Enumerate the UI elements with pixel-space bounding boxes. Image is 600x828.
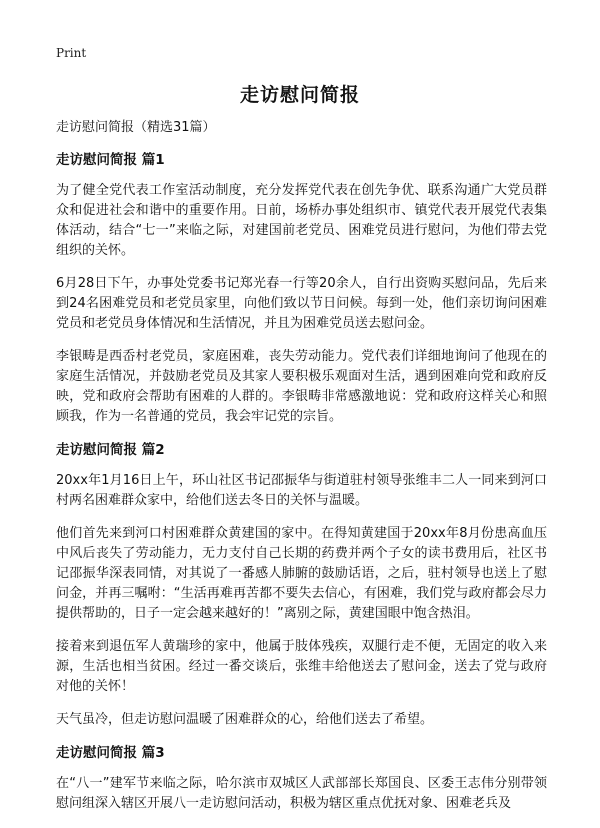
paragraph: 他们首先来到河口村困难群众黄建国的家中。在得知黄建国于20xx年8月份患高血压中风后丧失了劳动能力，无力支付自己长期的药费并两个子女的读书费用后，社区书记邵振华深表同情，对其说了一番感人肺腑的鼓励话语，之后，驻村领导也送上了慰问金，并再三嘱咐：“生活再难再苦都不要失去信心，有困难，我们党与政府都会尽力提供帮助的，日子一定会越来越好的！”离别之际，黄建国眼中饱含热泪。 xyxy=(56,526,547,621)
section-1 xyxy=(56,150,547,427)
paragraph: 接着来到退伍军人黄瑞珍的家中，他属于肢体残疾，双腿行走不便，无固定的收入来源，生活也相当贫困。经过一番交谈后，张维丰给他送去了慰问金，送去了党与政府对他的关怀！ xyxy=(56,639,547,694)
section-3 xyxy=(56,743,547,814)
paragraph: 6月28日下午，办事处党委书记郑光春一行等20余人，自行出资购买慰问品，先后来到24名困难党员和老党员家里，向他们致以节日问候。每到一处，他们亲切询问困难党员和老党员身体情况和生活情况，并且为困难党员送去慰问金。 xyxy=(56,276,547,331)
paragraph: 20xx年1月16日上午，环山社区书记邵振华与街道驻村领导张维丰二人一同来到河口村两名困难群众家中，给他们送去冬日的关怀与温暖。 xyxy=(56,473,547,508)
page-title: 走访慰问简报 xyxy=(239,84,360,106)
article-subtitle: 走访慰问简报（精选31篇） xyxy=(56,120,216,135)
paragraph: 李银畴是西岙村老党员，家庭困难，丧失劳动能力。党代表们详细地询问了他现在的家庭生活情况，并鼓励老党员及其家人要积极乐观面对生活，遇到困难向党和政府反映，党和政府会帮助有困难的人群的。李银畴非常感激地说：党和政府这样关心和照顾我，作为一名普通的党员，我会牢记党的宗旨。 xyxy=(56,349,547,424)
section-heading: 走访慰问简报 篇3 xyxy=(56,745,165,761)
print-link[interactable]: Print xyxy=(56,46,87,60)
section-heading: 走访慰问简报 篇1 xyxy=(56,152,165,168)
paragraph: 天气虽冷，但走访慰问温暖了困难群众的心，给他们送去了希望。 xyxy=(56,712,434,727)
paragraph: 在“八一”建军节来临之际，哈尔滨市双城区人武部部长郑国良、区委王志伟分别带领慰问组深入辖区开展八一走访慰问活动，积极为辖区重点优抚对象、困难老兵及 xyxy=(56,776,547,811)
section-heading: 走访慰问简报 篇2 xyxy=(56,442,165,458)
paragraph: 为了健全党代表工作室活动制度，充分发挥党代表在创先争优、联系沟通广大党员群众和促进社会和谐中的重要作用。日前，场桥办事处组织市、镇党代表开展党代表集体活动，结合“七一”来临之际，对建国前老党员、困难党员进行慰问，为他们带去党组织的关怀。 xyxy=(56,183,547,258)
article-body xyxy=(56,118,547,827)
section-2 xyxy=(56,440,547,730)
